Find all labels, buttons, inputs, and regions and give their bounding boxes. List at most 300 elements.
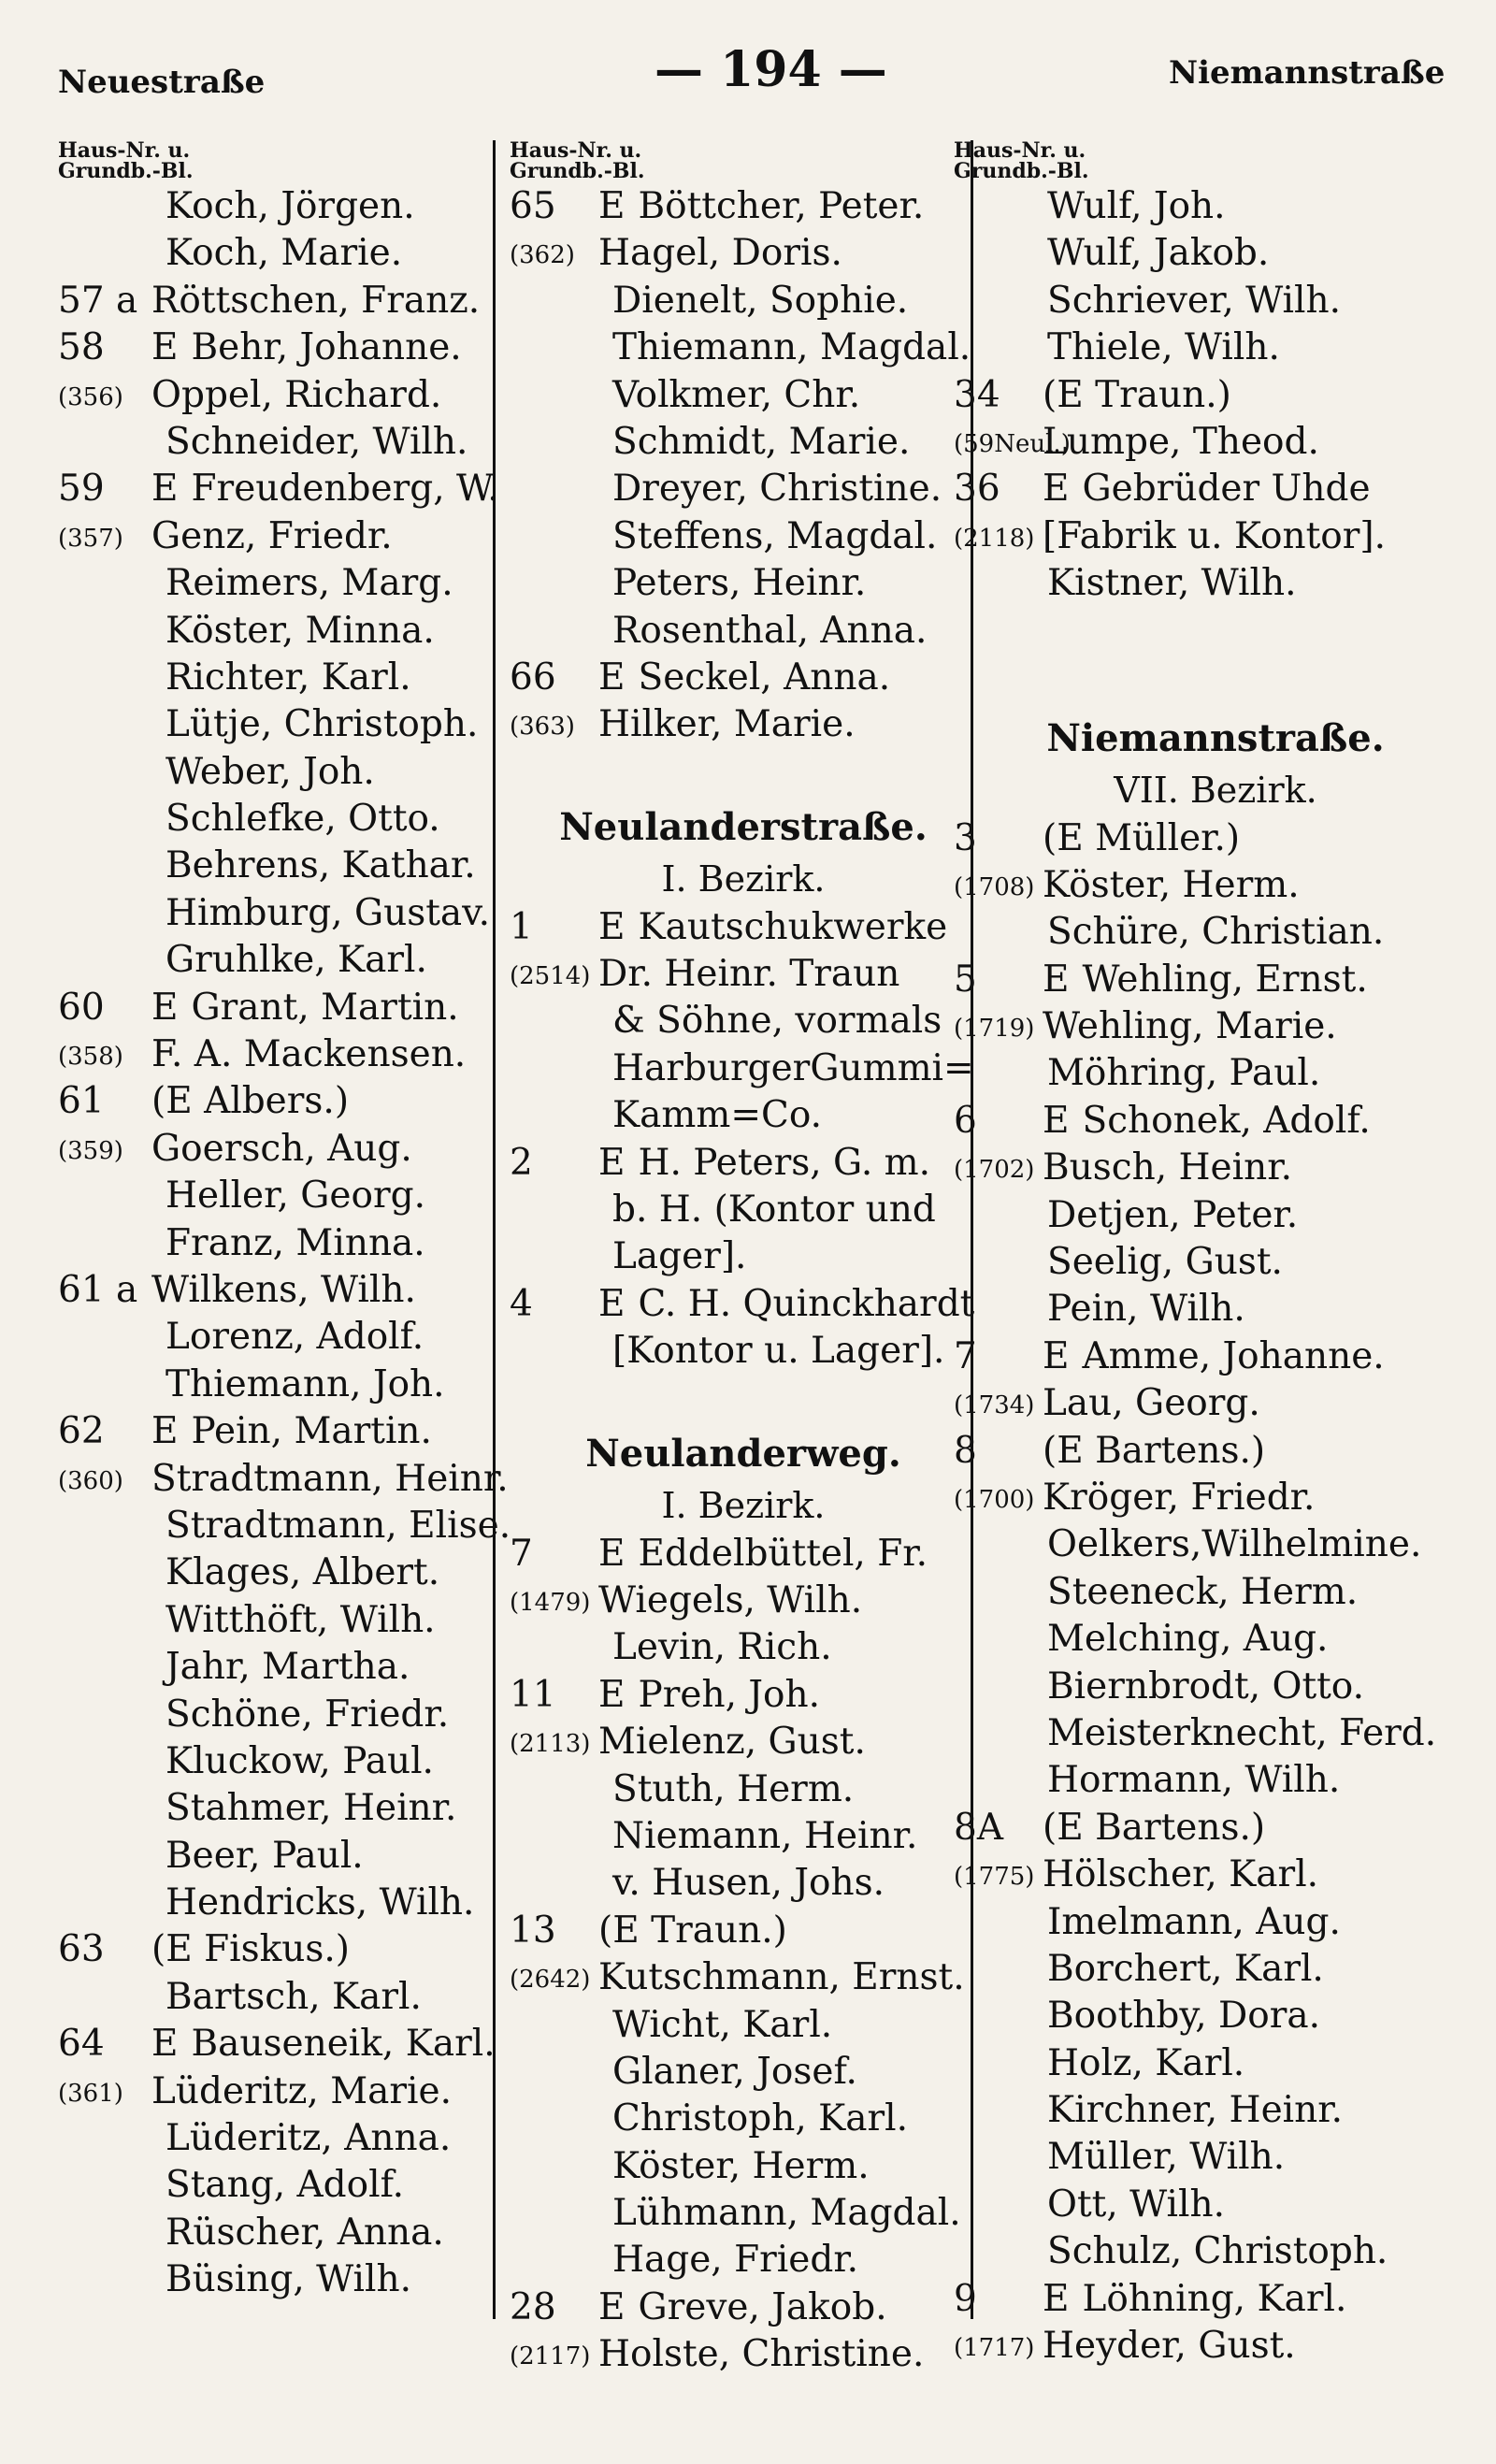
resident-text: Stahmer, Heinr. [165,1787,457,1830]
directory-entry [58,655,544,701]
resident-text: Levin, Rich. [612,1626,832,1669]
resident-text: Schmidt, Marie. [612,420,911,463]
directory-entry [510,998,977,1045]
resident-name [165,419,468,466]
resident-name [1047,1286,1245,1333]
resident-name [1043,466,1371,512]
resident-text: Dienelt, Sophie. [612,279,909,322]
resident-name [612,1045,974,1092]
directory-entry [954,324,1477,371]
resident-text: Stuth, Herm. [612,1767,855,1810]
directory-entry [954,815,1477,862]
running-head-right: Niemannstraße [1169,54,1446,92]
resident-text: Pein, Martin. [191,1410,432,1453]
directory-entry [510,372,977,419]
resident-name [598,1672,820,1719]
directory-entry [954,1852,1477,1898]
resident-name [1043,2323,1296,2370]
resident-text: Lühmann, Magdal. [612,2192,961,2235]
house-number: 28 [510,2285,556,2328]
resident-name [598,1719,866,1765]
resident-text: Ott, Wilh. [1047,2183,1225,2226]
resident-text: Eddelbüttel, Fr. [638,1532,928,1575]
resident-name [165,1597,436,1644]
resident-text: Christoph, Karl. [612,2097,909,2140]
owner-mark: E [151,468,179,511]
resident-name [1043,419,1319,466]
resident-text: Richter, Karl. [165,656,411,699]
directory-entry [954,2134,1477,2181]
resident-text: Rüscher, Anna. [165,2211,444,2254]
directory-entry [510,1187,977,1233]
resident-text: Hormann, Wilh. [1047,1759,1341,1802]
directory-entry [954,1380,1477,1427]
resident-name [1043,957,1368,1003]
resident-name [165,2115,451,2162]
directory-entry [954,2228,1477,2275]
resident-text: Wulf, Joh. [1047,185,1226,227]
directory-entry [954,1805,1477,1852]
house-number: 65 [510,185,556,227]
column-header-line: Haus-Nr. u. [954,138,1086,163]
resident-name [612,2143,870,2190]
directory-entry [58,1362,544,1408]
directory-entry [510,1531,977,1578]
resident-text: (E Albers.) [151,1080,350,1123]
column-header [954,140,1477,183]
resident-text: Lumpe, Theod. [1043,420,1319,463]
resident-name [1043,1475,1315,1521]
directory-entry [510,1092,977,1139]
street-heading: Neulanderstraße. [559,804,928,849]
resident-text: Seckel, Anna. [638,656,891,699]
directory-entry [58,183,544,230]
resident-text: Kluckow, Paul. [165,1739,434,1782]
resident-text: Schneider, Wilh. [165,420,468,463]
resident-name [1043,1333,1385,1380]
resident-text: Mielenz, Gust. [598,1721,866,1764]
resident-text: Lüderitz, Anna. [165,2117,452,2160]
resident-text: Schonek, Adolf. [1082,1099,1371,1142]
resident-text: Reimers, Marg. [165,562,453,605]
resident-text: Hilker, Marie. [598,703,856,746]
resident-text: Müller, Wilh. [1047,2136,1286,2179]
resident-name [1047,1050,1320,1097]
resident-text: Gebrüder Uhde [1082,468,1371,511]
directory-entry [510,324,977,371]
resident-text: F. A. Mackensen. [151,1033,467,1076]
resident-text: Genz, Friedr. [151,514,393,557]
land-register-number: (2514) [510,962,591,991]
resident-name [612,1092,822,1139]
resident-text: Imelmann, Aug. [1047,1900,1341,1943]
directory-entry [510,230,977,277]
resident-name [165,1503,511,1549]
directory-entry [58,2210,544,2256]
resident-name [612,1328,944,1375]
resident-name [1047,230,1269,277]
house-number: 6 [954,1099,977,1142]
resident-text: Peters, Heinr. [612,562,867,605]
resident-name [1047,2182,1225,2228]
directory-entry [510,1578,977,1624]
directory-entry [58,1031,544,1078]
resident-name [151,513,393,560]
resident-name [1047,1664,1364,1710]
directory-entry [510,1860,977,1907]
owner-mark: E [598,656,626,699]
directory-entry [58,278,544,324]
land-register-number: (358) [58,1043,123,1072]
column-header-line: Grundb.-Bl. [510,159,645,183]
resident-text: Dr. Heinr. Traun [598,953,900,996]
directory-entry [954,1145,1477,1191]
directory-entry [954,1616,1477,1663]
directory-entry [510,278,977,324]
directory-entry [58,372,544,419]
resident-name [1047,324,1280,371]
resident-name [612,1813,917,1860]
resident-name [151,2021,496,2068]
directory-entry [510,655,977,701]
directory-entry [954,1757,1477,1804]
resident-name [612,1233,746,1280]
land-register-number: (59Neul.) [954,429,1071,458]
directory-entry [58,843,544,889]
resident-text: Rosenthal, Anna. [612,609,928,652]
land-register-number: (362) [510,241,575,270]
directory-entry [58,1692,544,1738]
owner-mark: E [151,326,179,369]
resident-name [612,372,860,419]
directory-entry [510,1045,977,1092]
resident-text: b. H. (Kontor und [612,1189,936,1232]
resident-name [612,278,908,324]
house-number: 61 [58,1080,105,1123]
resident-text: Witthöft, Wilh. [165,1598,436,1641]
directory-entry [58,1126,544,1173]
resident-text: Kutschmann, Ernst. [598,1956,965,1999]
house-number: 7 [510,1532,533,1575]
directory-entry [954,1710,1477,1757]
resident-name [165,230,402,277]
directory-entry [510,2096,977,2142]
resident-text: (E Fiskus.) [151,1928,351,1971]
land-register-number: (1700) [954,1485,1035,1514]
house-number: 60 [58,986,105,1029]
resident-text: Böttcher, Peter. [638,185,925,227]
resident-text: Hölscher, Karl. [1043,1853,1319,1896]
resident-text: Wehling, Ernst. [1082,958,1368,1001]
resident-name [1047,278,1341,324]
resident-name [612,1187,936,1233]
street-heading: Niemannstraße. [1046,715,1385,760]
resident-name [1043,862,1300,909]
resident-text: Köster, Minna. [165,609,435,652]
owner-mark: E [598,1141,626,1184]
resident-name [612,998,942,1045]
land-register-number: (1719) [954,1015,1035,1044]
directory-entry [58,1220,544,1267]
resident-text: Greve, Jakob. [638,2285,887,2328]
directory-entry [954,2276,1477,2323]
land-register-number: (1479) [510,1588,591,1617]
directory-entry [954,1428,1477,1475]
directory-entry [58,1597,544,1644]
directory-entry [954,1239,1477,1286]
resident-text: Goersch, Aug. [151,1127,412,1170]
directory-entry [510,2284,977,2331]
resident-text: Schöne, Friedr. [165,1693,450,1736]
resident-name [598,2331,924,2378]
resident-text: Lager]. [612,1235,747,1278]
directory-entry [954,372,1477,419]
resident-name [165,655,411,701]
resident-name [598,1281,974,1328]
directory-entry [510,2331,977,2378]
resident-text: Heller, Georg. [165,1174,425,1218]
resident-name [165,2256,411,2303]
resident-name [612,324,971,371]
house-number: 5 [954,958,977,1001]
resident-name [1047,1993,1320,2039]
directory-entry [954,278,1477,324]
resident-name [1047,1521,1421,1568]
resident-name [165,1549,439,1596]
house-number: 2 [510,1141,533,1184]
directory-entry [510,1281,977,1328]
resident-name [165,1738,434,1785]
resident-name [598,1908,787,1954]
resident-name [598,230,842,277]
directory-entry [954,1475,1477,1521]
directory-entry [58,2162,544,2209]
directory-entry [954,2040,1477,2087]
directory-entry [954,1569,1477,1616]
owner-mark: E [598,905,626,948]
owner-mark: E [1043,1099,1070,1142]
resident-name [612,560,866,607]
resident-name [151,372,441,419]
resident-text: Thiemann, Magdal. [612,326,971,369]
resident-name [1047,1616,1328,1663]
directory-entry [510,1954,977,2001]
directory-entry [58,937,544,984]
directory-entry [954,1286,1477,1333]
resident-text: Schulz, Christoph. [1047,2230,1388,2273]
directory-entry [954,862,1477,909]
directory-entry [954,2182,1477,2228]
directory-entry [510,2237,977,2284]
column-header [510,140,977,183]
resident-name [1047,560,1297,607]
directory-entry [58,2068,544,2115]
directory-entry [954,560,1477,607]
resident-text: v. Husen, Johs. [612,1862,885,1905]
resident-text: Behr, Johanne. [191,326,462,369]
resident-name [165,701,478,748]
resident-text: Heyder, Gust. [1043,2325,1296,2368]
resident-text: Löhning, Karl. [1082,2277,1347,2320]
resident-text: Melching, Aug. [1047,1618,1329,1661]
directory-entry [58,1880,544,1926]
resident-text: Steeneck, Herm. [1047,1570,1359,1613]
house-number: 4 [510,1282,533,1325]
owner-mark: E [1043,468,1070,511]
resident-text: [Kontor u. Lager]. [612,1330,945,1373]
resident-name [1043,1003,1337,1050]
directory-entry [510,1233,977,1280]
resident-name [1043,1805,1265,1852]
spacer [510,1376,977,1428]
resident-name [1047,2134,1285,2181]
directory-entry [510,419,977,466]
directory-entry [954,419,1477,466]
house-number: 62 [58,1410,105,1453]
resident-name [1047,1569,1358,1616]
resident-name [165,1785,456,1832]
house-number: 66 [510,656,556,699]
spacer [954,660,1477,713]
directory-entry [510,608,977,655]
house-number: 8A [954,1806,1003,1849]
directory-entry [58,1173,544,1219]
resident-name [165,749,375,796]
resident-text: Wilkens, Wilh. [151,1268,416,1311]
resident-text: Freudenberg, W. [191,468,499,511]
resident-name [151,324,462,371]
resident-name [612,1860,885,1907]
resident-name [598,1954,965,2001]
resident-name [598,701,856,748]
resident-text: Schriever, Wilh. [1047,279,1341,322]
directory-entry [58,1078,544,1125]
resident-text: Thiemann, Joh. [165,1362,445,1405]
land-register-number: (2117) [510,2342,591,2371]
resident-name [1043,1380,1260,1427]
column-2 [510,140,977,2379]
resident-name [151,1031,466,1078]
directory-entry [58,513,544,560]
resident-name [165,1173,425,1219]
resident-name [151,278,480,324]
resident-text: Pein, Wilh. [1047,1288,1245,1331]
column-header-line: Grundb.-Bl. [58,159,194,183]
directory-entry [510,1672,977,1719]
column-header [58,140,544,183]
directory-entry [58,608,544,655]
land-register-number: (361) [58,2079,123,2108]
resident-text: Bartsch, Karl. [165,1975,422,2018]
directory-entry [58,230,544,277]
resident-name [1043,1852,1318,1898]
resident-text: Schüre, Christian. [1047,911,1385,954]
resident-name [151,1456,509,1503]
resident-name [1043,1145,1292,1191]
directory-entry [510,466,977,512]
owner-mark: E [151,2023,179,2066]
resident-name [1047,909,1384,956]
directory-entry [58,1738,544,1785]
resident-name [598,655,890,701]
directory-entry [510,701,977,748]
resident-text: Röttschen, Franz. [151,279,481,322]
resident-name [165,843,476,889]
owner-mark: E [598,1282,626,1325]
column-header-line: Haus-Nr. u. [510,138,642,163]
resident-name [598,183,924,230]
resident-name [151,1078,349,1125]
district-heading: VII. Bezirk. [1114,769,1317,811]
resident-name [165,1692,449,1738]
resident-text: Kröger, Friedr. [1043,1476,1316,1519]
directory-entry [954,1192,1477,1239]
directory-entry [510,1813,977,1860]
resident-name [1043,372,1231,419]
resident-text: Franz, Minna. [165,1221,425,1264]
directory-entry [954,909,1477,956]
land-register-number: (1717) [954,2334,1035,2363]
column-header-line: Haus-Nr. u. [58,138,191,163]
house-number: 13 [510,1909,556,1952]
resident-text: Wehling, Marie. [1043,1005,1337,1048]
directory-entry [58,1267,544,1314]
directory-entry [954,1050,1477,1097]
resident-text: Glaner, Josef. [612,2050,857,2093]
owner-mark: E [598,185,626,227]
owner-mark: E [598,2285,626,2328]
directory-entry [510,1766,977,1813]
resident-text: Koch, Marie. [165,232,403,275]
directory-entry [58,419,544,466]
directory-entry [954,1664,1477,1710]
resident-name [598,904,947,951]
land-register-number: (360) [58,1466,123,1495]
resident-text: Detjen, Peter. [1047,1193,1299,1236]
resident-name [151,1267,416,1314]
directory-entry [58,2256,544,2303]
district-heading: I. Bezirk. [661,1484,826,1526]
column-1 [58,140,544,2304]
resident-text: (E Bartens.) [1043,1806,1266,1849]
resident-text: (E Bartens.) [1043,1429,1266,1472]
land-register-number: (356) [58,382,123,411]
directory-entry [510,1719,977,1765]
directory-entry [510,1328,977,1375]
house-number: 1 [510,905,533,948]
resident-name [1047,1192,1298,1239]
running-head-left: Neuestraße [58,64,266,101]
directory-entry [58,1974,544,2021]
directory-entry [510,904,977,951]
resident-name [165,890,490,937]
house-number: 7 [954,1334,977,1377]
land-register-number: (2642) [510,1966,591,1995]
column-3 [954,140,1477,2370]
resident-name [612,608,927,655]
directory-entry [58,1644,544,1691]
resident-text: Kautschukwerke [638,905,948,948]
directory-entry [510,2049,977,2096]
resident-text: Holste, Christine. [598,2333,925,2376]
directory-entry [58,985,544,1031]
resident-name [1047,183,1226,230]
directory-entry [510,1908,977,1954]
resident-text: Hendricks, Wilh. [165,1881,475,1924]
resident-name [165,1362,445,1408]
directory-entry [510,560,977,607]
directory-entry [510,2143,977,2190]
